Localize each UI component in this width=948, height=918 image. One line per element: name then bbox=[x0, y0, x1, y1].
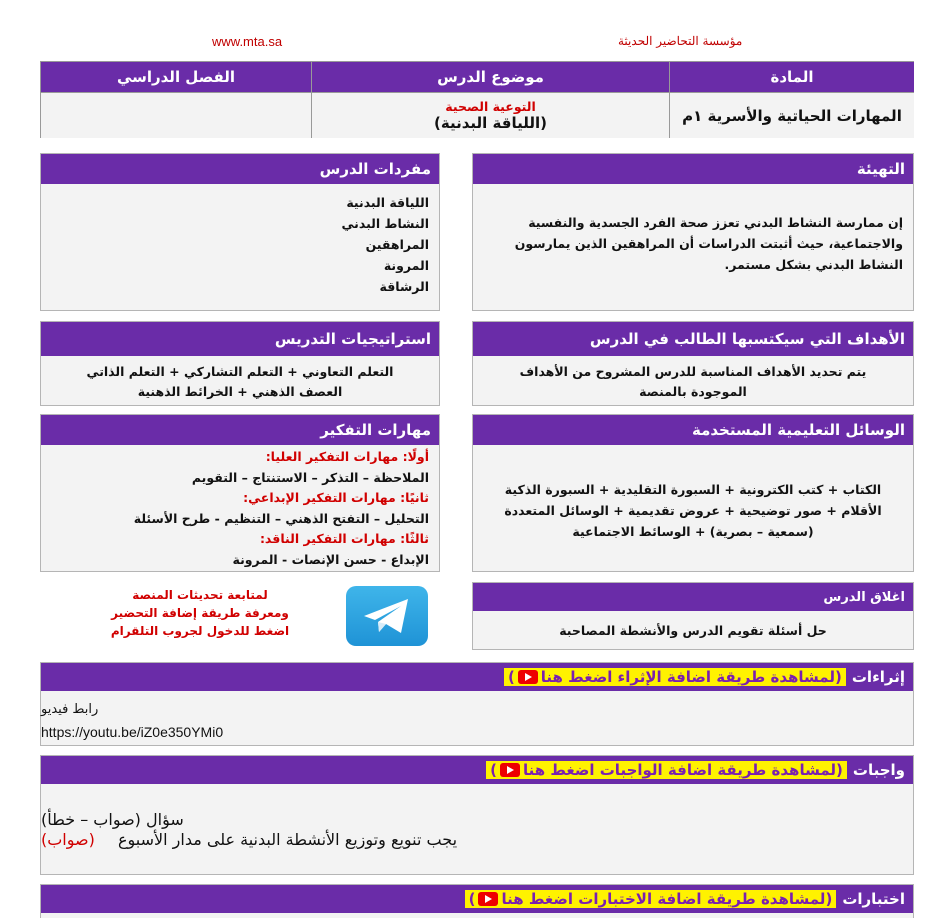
youtube-icon bbox=[518, 670, 538, 684]
subject-header: المادة bbox=[669, 62, 914, 92]
aids-line: الأقلام + صور توضيحية + عروض تقديمية + الوسائل المتعددة bbox=[504, 503, 882, 518]
promo-line: ومعرفة طريقة إضافة التحضير bbox=[111, 606, 289, 620]
thinking-text: الإبداع - حسن الإنصات - المرونة bbox=[232, 551, 429, 567]
tests-header bbox=[41, 885, 913, 913]
promo-line: اضغط للدخول لجروب التلقرام bbox=[110, 624, 290, 638]
enrichment-link-text: (لمشاهدة طريقة اضافة الإثراء اضغط هنا bbox=[540, 668, 842, 686]
vocab-item: الرشاقة bbox=[379, 279, 429, 294]
thinking-heading: أولًا: مهارات التفكير العليا: bbox=[265, 449, 429, 464]
thinking-text: الملاحظة – التذكر – الاستنتاج – التقويم bbox=[191, 469, 429, 485]
topic-unit: التوعية الصحية bbox=[445, 99, 536, 114]
aids-title: الوسائل التعليمية المستخدمة bbox=[473, 415, 913, 445]
subject-cell bbox=[669, 92, 914, 138]
term-header: الفصل الدراسي bbox=[41, 62, 311, 92]
telegram-icon[interactable] bbox=[346, 586, 428, 646]
closing-text: حل أسئلة تقويم الدرس والأنشطة المصاحبة bbox=[559, 623, 827, 638]
site-url[interactable]: www.mta.sa bbox=[212, 34, 283, 49]
tests-section bbox=[40, 884, 914, 918]
vocab-list bbox=[41, 184, 439, 297]
question-type: سؤال (صواب – خطأ) bbox=[41, 810, 184, 829]
thinking-heading: ثانيًا: مهارات التفكير الإبداعي: bbox=[243, 490, 429, 505]
youtube-icon bbox=[478, 892, 498, 906]
enrichment-header bbox=[41, 663, 913, 691]
vocab-item: المرونة bbox=[383, 258, 429, 273]
thinking-title: مهارات التفكير bbox=[41, 415, 439, 445]
org-name: مؤسسة التحاضير الحديثة bbox=[618, 34, 743, 48]
topic-title: (اللياقة البدنية) bbox=[434, 114, 547, 132]
vocab-item: النشاط البدني bbox=[341, 216, 429, 231]
intro-text: إن ممارسة النشاط البدني تعزز صحة الفرد الجسدية والنفسية والاجتماعية، حيث أثبتت الدراسات أن المراهقين الذين يمارسون النشاط البدني بشكل مستمر. bbox=[514, 215, 903, 272]
vocab-box bbox=[40, 153, 440, 311]
strategies-line: العصف الذهني + الخرائط الذهنية bbox=[137, 384, 343, 399]
tests-label: اختبارات bbox=[842, 890, 905, 908]
closing-title: اغلاق الدرس bbox=[473, 583, 913, 611]
term-cell bbox=[41, 92, 311, 138]
question-text: يجب تنويع وتوزيع الأنشطة البدنية على مدار الأسبوع bbox=[117, 830, 458, 849]
topic-cell bbox=[311, 92, 669, 138]
enrichment-link-close: ) bbox=[507, 668, 515, 686]
homework-link-text: (لمشاهدة طريقة اضافة الواجبات اضغط هنا bbox=[522, 761, 843, 779]
aids-box bbox=[472, 414, 914, 572]
strategies-line: التعلم التعاوني + التعلم التشاركي + التعلم الذاتي bbox=[86, 364, 394, 379]
lesson-info-table bbox=[40, 61, 914, 138]
homework-link-close: ) bbox=[490, 761, 497, 779]
tests-link-close: ) bbox=[468, 890, 476, 908]
video-url[interactable]: https://youtu.be/iZ0e350YMi0 bbox=[41, 724, 224, 740]
objectives-text: يتم تحديد الأهداف المناسبة للدرس المشروح من الأهداف الموجودة بالمنصة bbox=[519, 364, 867, 399]
subject-value: المهارات الحياتية والأسرية ١م bbox=[682, 106, 902, 125]
youtube-icon bbox=[500, 763, 520, 777]
enrichment-label: إثراءات bbox=[851, 668, 905, 686]
homework-video-link[interactable] bbox=[486, 761, 847, 779]
thinking-box bbox=[40, 414, 440, 572]
aids-line: الكتاب + كتب الكترونية + السبورة التقليدية + السبورة الذكية bbox=[504, 482, 882, 497]
intro-box bbox=[472, 153, 914, 311]
enrichment-section bbox=[40, 662, 914, 746]
enrichment-video-link[interactable] bbox=[504, 668, 846, 686]
strategies-box bbox=[40, 321, 440, 406]
aids-line: (سمعية – بصرية) + الوسائط الاجتماعية bbox=[572, 524, 814, 539]
objectives-title: الأهداف التي سيكتسبها الطالب في الدرس bbox=[473, 322, 913, 356]
homework-section bbox=[40, 755, 914, 875]
video-label: رابط فيديو bbox=[41, 702, 99, 717]
tests-video-link[interactable] bbox=[465, 890, 837, 908]
intro-title: التهيئة bbox=[473, 154, 913, 184]
vocab-title: مفردات الدرس bbox=[41, 154, 439, 184]
homework-label: واجبات bbox=[852, 761, 905, 779]
closing-box bbox=[472, 582, 914, 650]
homework-header bbox=[41, 756, 913, 784]
vocab-item: المراهقين bbox=[365, 237, 429, 252]
thinking-text: التحليل – التفتح الذهني – التنظيم - طرح الأسئلة bbox=[133, 510, 429, 526]
telegram-promo[interactable] bbox=[105, 586, 295, 640]
topic-header: موضوع الدرس bbox=[311, 62, 669, 92]
strategies-title: استراتيجيات التدريس bbox=[41, 322, 439, 356]
thinking-heading: ثالثًا: مهارات التفكير الناقد: bbox=[259, 531, 429, 546]
vocab-item: اللياقة البدنية bbox=[346, 195, 429, 210]
question-answer: (صواب) bbox=[41, 830, 95, 849]
objectives-box bbox=[472, 321, 914, 406]
promo-line: لمتابعة تحديثات المنصة bbox=[132, 588, 268, 602]
question-row bbox=[41, 830, 903, 850]
tests-link-text: (لمشاهدة طريقة اضافة الاختبارات اضغط هنا bbox=[501, 890, 833, 908]
